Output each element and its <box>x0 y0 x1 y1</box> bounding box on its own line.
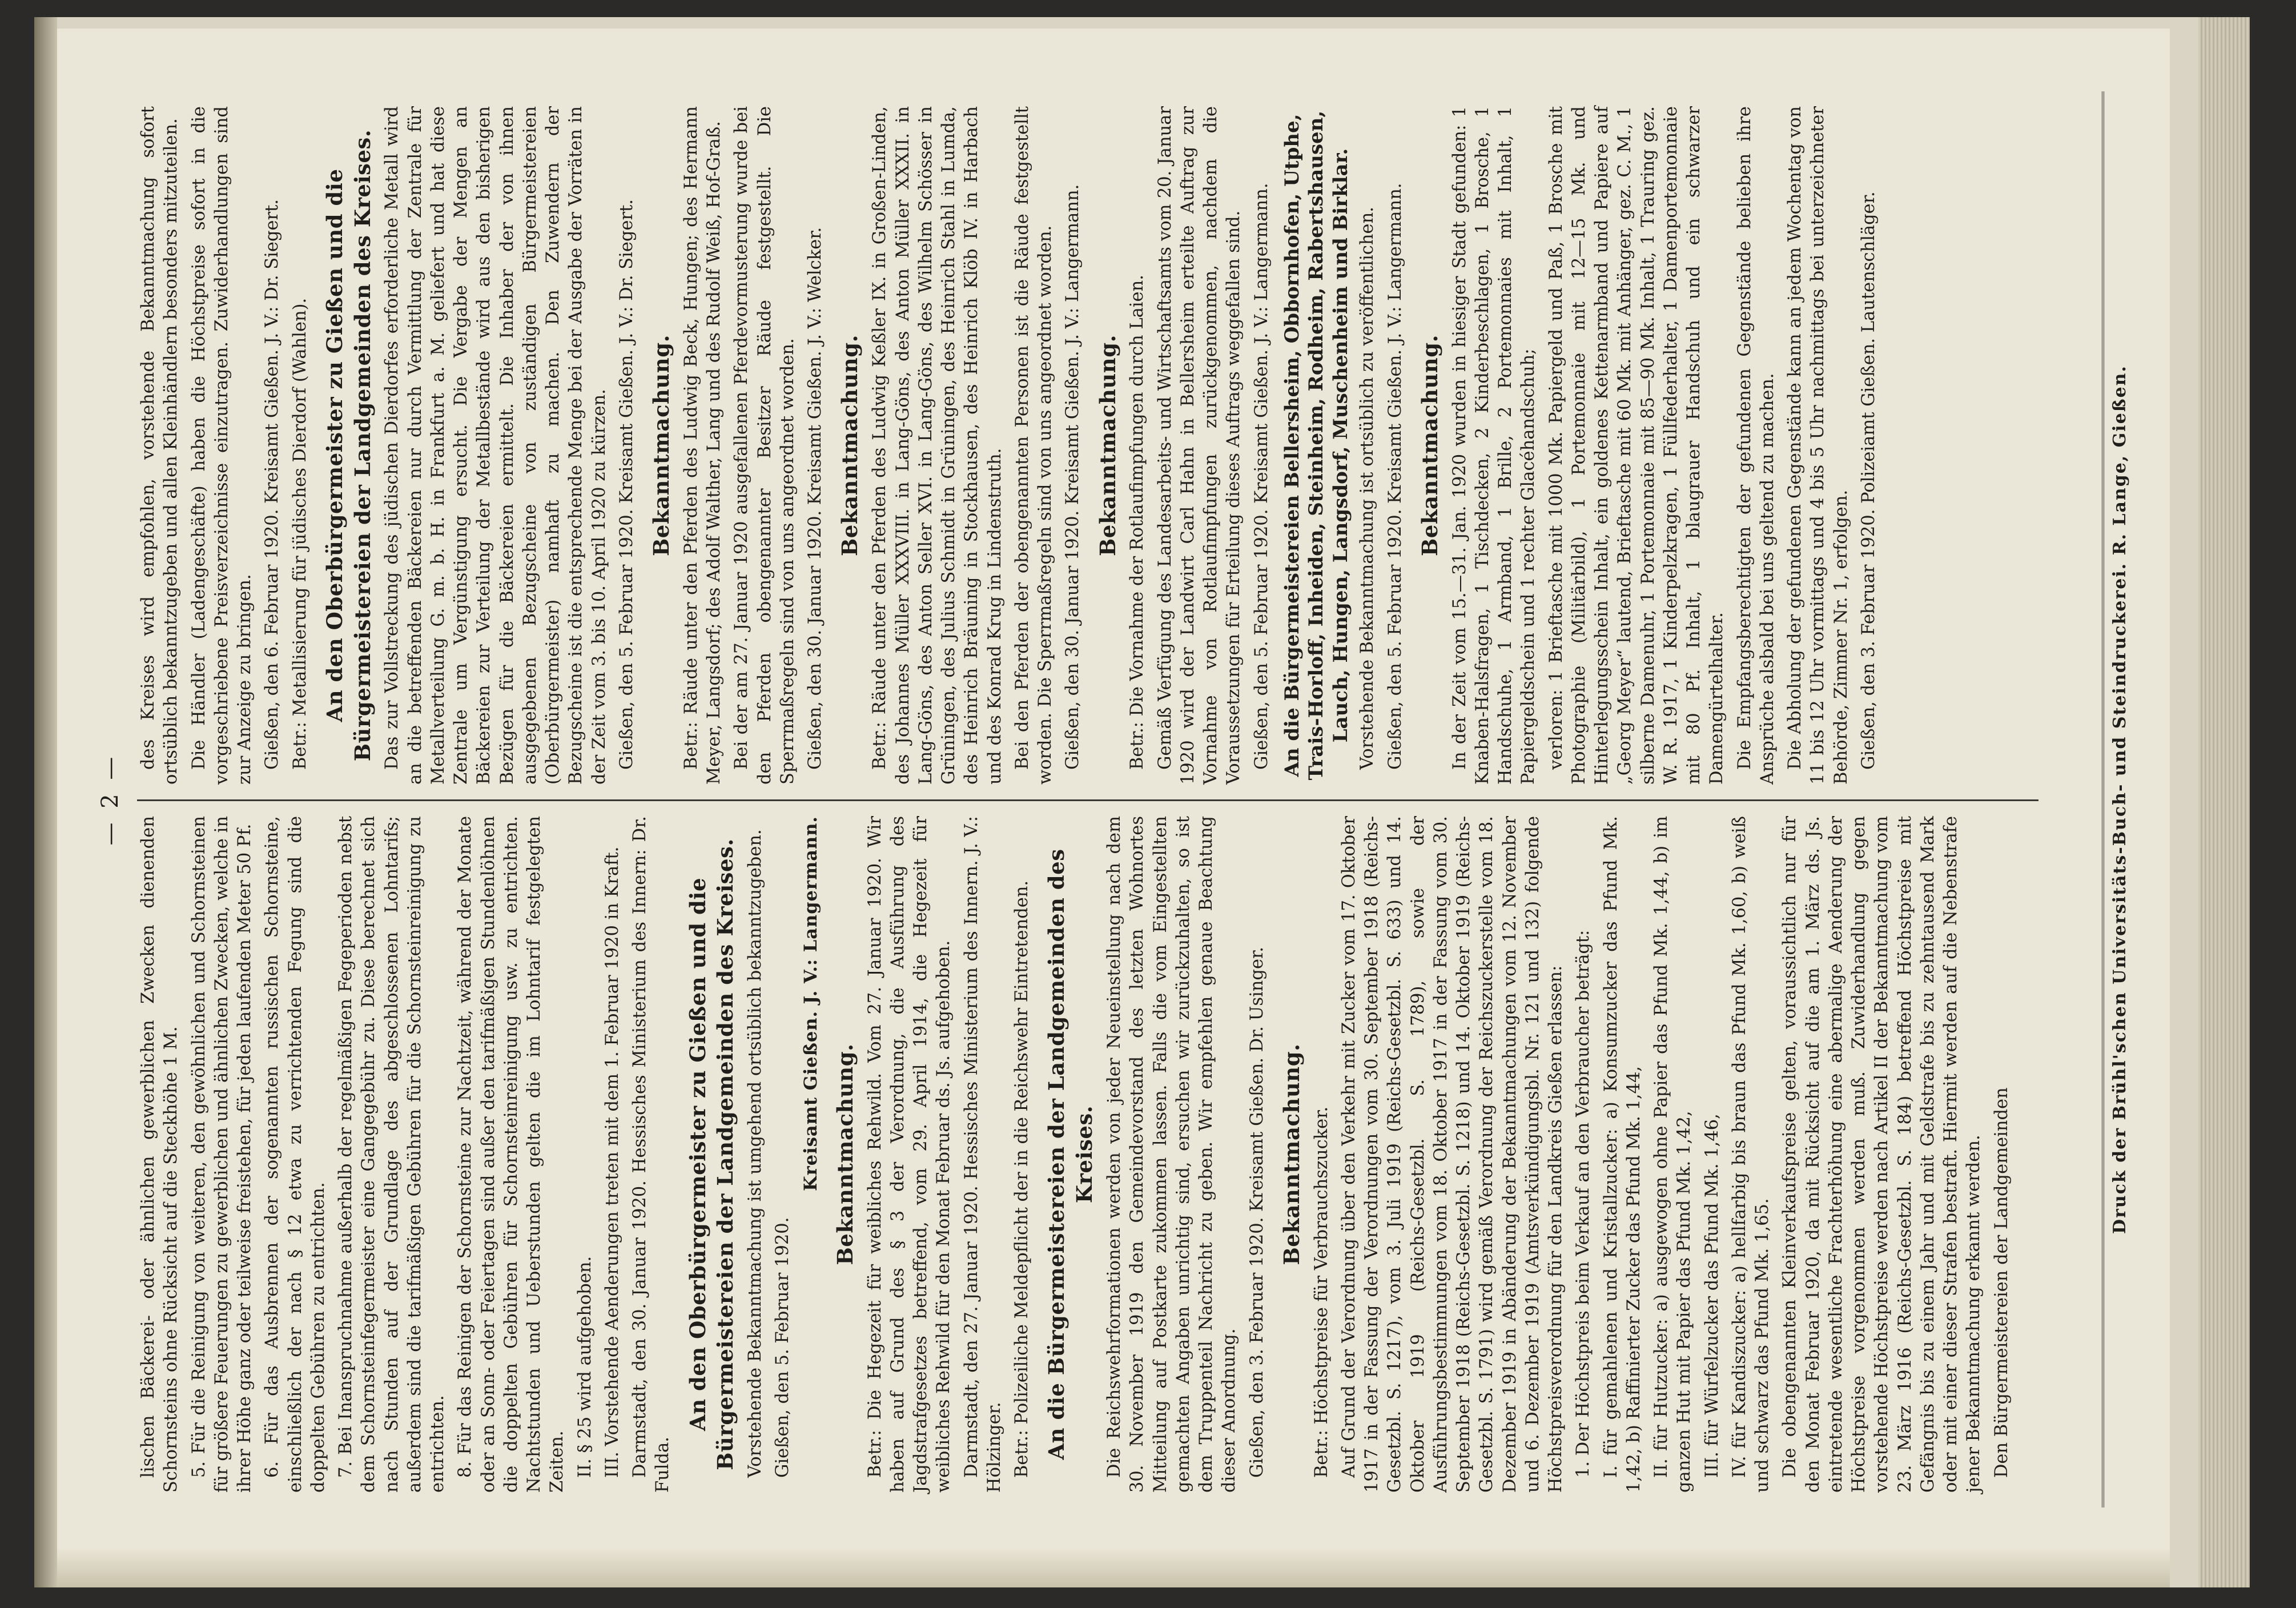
paragraph: Den Bürgermeistereien der Landgemeinden <box>1991 1087 2012 1478</box>
signature-line: Kreisamt Gießen. J. V.: Langermann. <box>800 816 821 1191</box>
paragraph: Gießen, den 30. Januar 1920. Kreisamt Gießen. J. V.: Langermann. <box>1063 184 1083 770</box>
paragraph: Auf Grund der Verordnung über den Verkehr mit Zucker vom 17. Oktober 1917 in der Fassung der Verordnungen vom 30. September 1918 (Reichs-Gesetzbl. S. 1217), vom 3. Juli 1919 (Reichs-Gesetzbl. S. 633) und 14. Oktober 1919 (Reichs-Gesetzbl. S. 1789), sowie der Ausführungsbestimmungen vom 18. Oktober 1917 in der Fassung vom 30. September 1918 (Reichs-Gesetzbl. S. 1218) und 14. Oktober 1919 (Reichs-Gesetzbl. S. 1791) wird gemäß Verordnung der Reichszuckerstelle vom 18. Dezember 1919 in Abänderung der Bekanntmachungen vom 12. November und 6. Dezember 1919 (Amtsverkündigungsbl. Nr. 121 und 132) folgende Höchstpreisverordnung für den Landkreis Gießen erlassen: <box>1338 816 1566 1493</box>
printer-imprint: Druck der Brühl'schen Universitäts-Buch- und Steindruckerei. R. Lange, Gießen. <box>2102 91 2130 1508</box>
paragraph: Betr.: Die Vornahme der Rotlaufimpfungen durch Laien. <box>1127 275 1148 770</box>
paragraph: II. für Hutzucker: a) ausgewogen ohne Papier das Pfund Mk. 1,44, b) im ganzen Hut mit Papier das Pfund Mk. 1,42, <box>1651 816 1695 1493</box>
paragraph: des Kreises wird empfohlen, vorstehende Bekanntmachung sofort ortsüblich bekanntzugeben und allen Kleinhändlern besonders mitzuteilen. <box>138 106 182 785</box>
paragraph: 7. Bei Inanspruchnahme außerhalb der regelmäßigen Fegeperioden nebst dem Schornsteinfegermeister eine Gangegebühr zu. Diese berechnet sich nach Stunden auf der Grundlage des abgeschlossenen Lohntarifs; außerdem sind die tarifmäßigen Gebühren für die Schornsteinreinigung zu entrichten. <box>336 816 448 1493</box>
paragraph: Gießen, den 3. Februar 1920. Kreisamt Gießen. Dr. Usinger. <box>1246 947 1267 1478</box>
book-binding <box>34 17 57 1587</box>
paragraph: III. Vorstehende Aenderungen treten mit dem 1. Februar 1920 in Kraft. <box>602 846 622 1478</box>
paragraph: III. für Würfelzucker das Pfund Mk. 1,46, <box>1702 1113 1722 1478</box>
paragraph: Darmstadt, den 27. Januar 1920. Hessisches Ministerium des Innern. J. V.: Hölzinger. <box>961 816 1004 1493</box>
page-stack-edge <box>2198 17 2250 1587</box>
paragraph: Vorstehende Bekanntmachung ist umgehend ortsüblich bekanntzugeben. <box>745 829 766 1478</box>
page-number: — 2 — <box>97 753 123 846</box>
paragraph: Die Abholung der gefundenen Gegenstände kann an jedem Wochentag von 11 bis 12 Uhr vormittags und 4 bis 5 Uhr nachmittags bei unterzeichneter Behörde, Zimmer Nr. 1, erfolgen. <box>1785 106 1851 785</box>
book-scan <box>34 17 2250 1587</box>
section-heading: An den Oberbürgermeister zu Gießen und die Bürgermeistereien der Landgemeinden des Kreises. <box>685 838 738 1470</box>
paragraph: Die Händler (Ladengeschäfte) haben die Höchstpreise sofort in die vorgeschriebene Preisverzeichnisse einzutragen. Zuwiderhandlungen sind zur Anzeige zu bringen. <box>188 106 255 785</box>
section-heading: Bekanntmachung. <box>1095 335 1120 556</box>
paragraph: Betr.: Räude unter den Pferden des Ludwig Keßler IX. in Großen-Linden, des Johannes Müller XXXVIII. in Lang-Göns, des Anton Müller XXXII. in Lang-Göns, des Anton Seller XVI. in Lang-Göns, des Wilhelm Schösser in Grüningen, des Julius Schmidt in Grüningen, des Heinrich Stahl in Lumda, des Heinrich Bräuning in Stockhausen, des Heinrich Klöb IV. in Harbach und des Konrad Krug in Lindenstruth. <box>870 106 1005 785</box>
paragraph: Das zur Vollstreckung des jüdischen Dierdorfes erforderliche Metall wird an die betreffenden Bäckereien nur durch Vermittlung der Zentrale für Metallverteilung G. m. b. H. in Frankfurt a. M. geliefert und hat diese Zentrale um Vergünstigung ersucht. Die Vergabe der Mengen an Bäckereien zur Verteilung der Metallbestände wird aus den bisherigen Bezügen für die Bäckereien ermittelt. Die Inhaber der von ihnen ausgegebenen Bezugscheine von zuständigen Bürgermeistereien (Oberbürgermeister) namhaft zu machen. Den Zuwendern der Bezugscheine ist die entsprechende Menge bei der Ausgabe der Vorräten in der Zeit vom 3. bis 10. April 1920 zu kürzen. <box>382 106 609 785</box>
paragraph: Darmstadt, den 30. Januar 1920. Hessisches Ministerium des Innern: Dr. Fulda. <box>630 816 673 1493</box>
paragraph: IV. für Kandiszucker: a) hellfarbig bis braun das Pfund Mk. 1,60, b) weiß und schwarz das Pfund Mk. 1,65. <box>1729 816 1773 1493</box>
paragraph: Bei den Pferden der obengenannten Personen ist die Räude festgestellt worden. Die Sperrmaßregeln sind von uns angeordnet worden. <box>1012 106 1056 785</box>
section-heading: An die Bürgermeistereien der Landgemeinden des Kreises. <box>1044 849 1097 1460</box>
paragraph: Gießen, den 5. Februar 1920. Kreisamt Gießen. J. V.: Dr. Siegert. <box>616 199 637 770</box>
paragraph: Gießen, den 5. Februar 1920. Kreisamt Gießen. J. V.: Langermann. <box>1385 183 1405 770</box>
paragraph: 6. Für das Ausbrennen der sogenannten russischen Schornsteine, einschließlich der nach § 12 etwa zu verrichtenden Fegung sind die doppelten Gebühren zu entrichten. <box>262 816 328 1493</box>
paragraph: Betr.: Höchstpreise für Verbrauchszucker. <box>1311 1106 1332 1478</box>
document-page <box>57 29 2170 1570</box>
paragraph: 1. Der Höchstpreis beim Verkauf an den Verbraucher beträgt: <box>1573 930 1594 1478</box>
paragraph: 5. Für die Reinigung von weiteren, den gewöhnlichen und Schornsteinen für größere Feuerungen zu gewerblichen und ähnlichen Zwecken, welche in ihrer Höhe ganz oder teilweise freistehen, für jeden laufenden Meter 50 Pf. <box>188 816 255 1493</box>
paragraph: Gießen, den 6. Februar 1920. Kreisamt Gießen. J. V.: Dr. Siegert. <box>262 199 283 770</box>
paragraph: Gemäß Verfügung des Landesarbeits- und Wirtschaftsamts vom 20. Januar 1920 wird der Landwirt Carl Hahn in Bellersheim erteilte Auftrag zur Vornahme von Rotlaufimpfungen zurückgenommen, nachdem die Voraussetzungen für Erteilung dieses Auftrags weggefallen sind. <box>1155 106 1244 785</box>
paragraph: Gießen, den 5. Februar 1920. Kreisamt Gießen. J. V.: Langermann. <box>1251 183 1272 770</box>
section-heading: An den Oberbürgermeister zu Gießen und die Bürgermeistereien der Landgemeinden des Kreises. <box>321 129 375 762</box>
paragraph: verloren: 1 Brieftasche mit 1000 Mk. Papiergeld und Paß, 1 Brosche mit Photographie (Militärbild), 1 Portemonnaie mit 12—15 Mk. und Hinterlegungsschein Inhalt, ein goldenes Kettenarmband und Papiere auf „Georg Meyer“ lautend, Brieftasche mit 60 Mk. mit Anhänger, gez. C. M., 1 silberne Damenuhr, 1 Portemonnaie mit 85—90 Mk. Inhalt, 1 Trauring gez. W. R. 1917, 1 Kinderpelzkragen, 1 Füllfederhalter, 1 Damenportemonnaie mit 80 Pf. Inhalt, 1 blaugrauer Handschuh und ein schwarzer Damengürtelhalter. <box>1546 106 1727 785</box>
rotated-text-sheet <box>97 91 2130 1508</box>
paragraph: 8. Für das Reinigen der Schornsteine zur Nachtzeit, während der Monate oder an Sonn- oder Feiertagen sind außer den tarifmäßigen Stundenlöhnen die doppelten Gebühren für Schornsteinreinigung usw. zu entrichten. Nachtstunden und Ueberstunden gelten die im Lohntarif festgelegten Zeiten. <box>455 816 568 1493</box>
paragraph: Gießen, den 30. Januar 1920. Kreisamt Gießen. J. V.: Welcker. <box>805 227 826 770</box>
section-heading: Bekanntmachung. <box>832 1043 858 1265</box>
paragraph: Die Empfangsberechtigten der gefundenen Gegenstände belieben ihre Ansprüche alsbald bei uns geltend zu machen. <box>1734 106 1778 785</box>
addressee-heading: An die Bürgermeistereien Bellersheim, Obbornhofen, Utphe, Trais-Horloff, Inheiden, Steinheim, Rodheim, Rabertshausen, Lauch, Hungen, Langsdorf, Muschenheim und Birklar. <box>1280 110 1352 781</box>
paragraph: Die obengenannten Kleinverkaufspreise gelten, voraussichtlich nur für den Monat Februar 1920, da mit Rücksicht auf die am 1. März ds. Js. eintretende wesentliche Frachterhöhung eine abermalige Aenderung der Höchstpreise vorgenommen werden muß. Zuwiderhandlung gegen vorstehende Höchstpreise werden nach Artikel II der Bekanntmachung vom 23. März 1916 (Reichs-Gesetzbl. S. 184) betreffend Höchstpreise mit Gefängnis bis zu einem Jahr und mit Geldstrafe bis zu zehntausend Mark oder mit einer dieser Strafen bestraft. Hiermit werden auf die Nebenstrafe jener Bekanntmachung erkannt werden. <box>1780 816 1984 1493</box>
paragraph: In der Zeit vom 15.—31. Jan. 1920 wurden in hiesiger Stadt gefunden: 1 Knaben-Halsfragen, 1 Tischdecken, 2 Kinderbeschlagen, 1 Brosche, 1 Handschuhe, 1 Armband, 1 Brille, 2 Portemonnaies mit Inhalt, 1 Papiergeldschein und 1 rechter Glacéhandschuh; <box>1449 106 1539 785</box>
right-column <box>137 91 2038 799</box>
paragraph: Die Reichswehrformationen werden von jeder Neueinstellung nach dem 30. November 1919 den Gemeindevorstand des letzten Wohnortes Mitteilung auf Postkarte zukommen lassen. Falls die vom Eingestellten gemachten Angaben unrichtig sind, ersuchen wir zurückzuhalten, so ist dem Truppenteil Nachricht zu geben. Wir empfehlen genaue Beachtung dieser Anordnung. <box>1104 816 1240 1493</box>
paragraph: lischen Bäckerei- oder ähnlichen gewerblichen Zwecken dienenden Schornsteins ohne Rücksicht auf die Steckhöhe 1 M. <box>138 816 182 1493</box>
section-heading: Bekanntmachung. <box>837 335 863 556</box>
section-heading: Bekanntmachung. <box>1417 335 1442 556</box>
paragraph: Betr.: Die Hegezeit für weibliches Rehwild. Vom 27. Januar 1920. Wir haben auf Grund des § 3 der Verordnung, die Ausführung des Jagdstrafgesetzes betreffend, vom 29. April 1914, die Hegezeit für weibliches Rehwild für den Monat Februar ds. Js. aufgehoben. <box>864 816 954 1493</box>
paragraph: Vorstehende Bekanntmachung ist ortsüblich zu veröffentlichen. <box>1357 207 1378 770</box>
paragraph: Betr.: Metallisierung für jüdisches Dierdorf (Wahlen). <box>289 298 310 770</box>
text-columns <box>137 91 2038 1508</box>
paragraph: Gießen, den 5. Februar 1920. <box>773 1217 793 1478</box>
page-bottom-curl <box>57 1547 2170 1587</box>
paragraph: Bei der am 27. Januar 1920 ausgefallenen Pferdevormusterung wurde bei den Pferden obengenannter Besitzer Räude festgestellt. Die Sperrmaßregeln sind von uns angeordnet worden. <box>731 106 798 785</box>
paragraph: Gießen, den 3. Februar 1920. Polizeiamt Gießen. Lautenschläger. <box>1858 191 1879 770</box>
section-heading: Bekanntmachung. <box>649 335 674 556</box>
paragraph: II. § 25 wird aufgehoben. <box>574 1256 595 1478</box>
left-column <box>137 799 2038 1508</box>
section-heading: Bekanntmachung. <box>1278 1043 1304 1265</box>
paragraph: Betr.: Räude unter den Pferden des Ludwig Beck, Hungen; des Hermann Meyer, Langsdorf; des Adolf Walther, Lang und des Rudolf Weiß, Hof-Graß. <box>681 106 725 785</box>
paragraph: I. für gemahlenen und Kristallzucker: a) Konsumzucker das Pfund Mk. 1,42, b) Raffinierter Zucker das Pfund Mk. 1,44, <box>1601 816 1644 1493</box>
paragraph: Betr.: Polizeiliche Meldepflicht der in die Reichswehr Eintretenden. <box>1012 880 1032 1478</box>
